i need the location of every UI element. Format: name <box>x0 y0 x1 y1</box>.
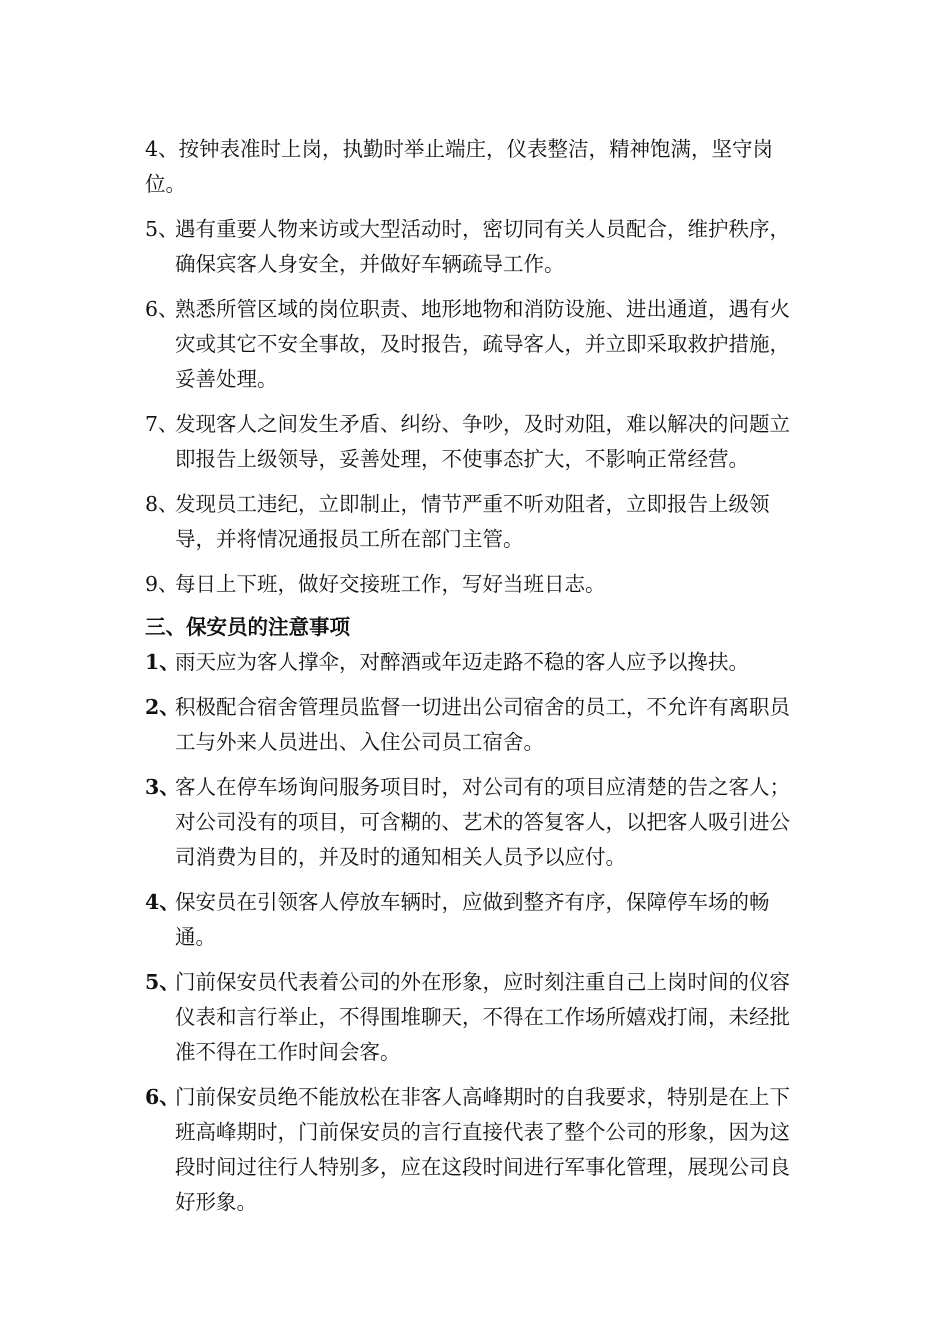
item-text: 每日上下班，做好交接班工作，写好当班日志。 <box>175 572 606 596</box>
item-text: 遇有重要人物来访或大型活动时，密切同有关人员配合，维护秩序，确保宾客人身安全，并做好车辆疏导工作。 <box>175 217 790 276</box>
section-heading: 三、保安员的注意事项 <box>145 615 350 639</box>
item-number: 3、 <box>145 775 180 799</box>
item-number: 2、 <box>145 695 180 719</box>
item-text: 门前保安员绝不能放松在非客人高峰期时的自我要求，特别是在上下班高峰期时，门前保安员的言行直接代表了整个公司的形象，因为这段时间过往行人特别多，应在这段时间进行军事化管理，展现公司良好形象。 <box>175 1085 790 1214</box>
item-number: 6、 <box>145 1085 180 1109</box>
list-item <box>145 690 810 760</box>
item-number: 1、 <box>145 650 180 674</box>
list-item <box>145 567 810 602</box>
item-text: 雨天应为客人撑伞，对醉酒或年迈走路不稳的客人应予以搀扶。 <box>175 650 749 674</box>
list-item <box>145 132 810 202</box>
list-item <box>145 487 810 557</box>
item-text: 保安员在引领客人停放车辆时，应做到整齐有序，保障停车场的畅通。 <box>175 890 770 949</box>
item-text: 按钟表准时上岗，执勤时举止端庄，仪表整洁，精神饱满，坚守岗位。 <box>145 137 774 196</box>
item-number: 8、 <box>145 492 179 516</box>
item-text: 熟悉所管区域的岗位职责、地形地物和消防设施、进出通道，遇有火灾或其它不安全事故，及时报告，疏导客人，并立即采取救护措施，妥善处理。 <box>175 297 790 391</box>
item-text: 发现员工违纪，立即制止，情节严重不听劝阻者，立即报告上级领导，并将情况通报员工所在部门主管。 <box>175 492 770 551</box>
list-item <box>145 645 810 680</box>
item-number: 6、 <box>145 297 179 321</box>
list-item <box>145 885 810 955</box>
item-number: 4、 <box>145 137 179 161</box>
list-item <box>145 770 810 875</box>
item-number: 4、 <box>145 890 180 914</box>
list-item <box>145 965 810 1070</box>
item-text: 发现客人之间发生矛盾、纠纷、争吵，及时劝阻，难以解决的问题立即报告上级领导，妥善处理，不使事态扩大，不影响正常经营。 <box>175 412 790 471</box>
list-item <box>145 212 810 282</box>
item-number: 9、 <box>145 572 179 596</box>
list-item <box>145 1080 810 1220</box>
item-text: 门前保安员代表着公司的外在形象，应时刻注重自己上岗时间的仪容仪表和言行举止，不得围堆聊天，不得在工作场所嬉戏打闹，未经批准不得在工作时间会客。 <box>175 970 790 1064</box>
list-item <box>145 407 810 477</box>
list-item <box>145 292 810 397</box>
item-text: 积极配合宿舍管理员监督一切进出公司宿舍的员工，不允许有离职员工与外来人员进出、入住公司员工宿舍。 <box>175 695 790 754</box>
item-number: 7、 <box>145 412 179 436</box>
document-page <box>145 132 810 1220</box>
item-number: 5、 <box>145 217 179 241</box>
item-number: 5、 <box>145 970 180 994</box>
item-text: 客人在停车场询问服务项目时，对公司有的项目应清楚的告之客人；对公司没有的项目，可含糊的、艺术的答复客人，以把客人吸引进公司消费为目的，并及时的通知相关人员予以应付。 <box>175 775 790 869</box>
